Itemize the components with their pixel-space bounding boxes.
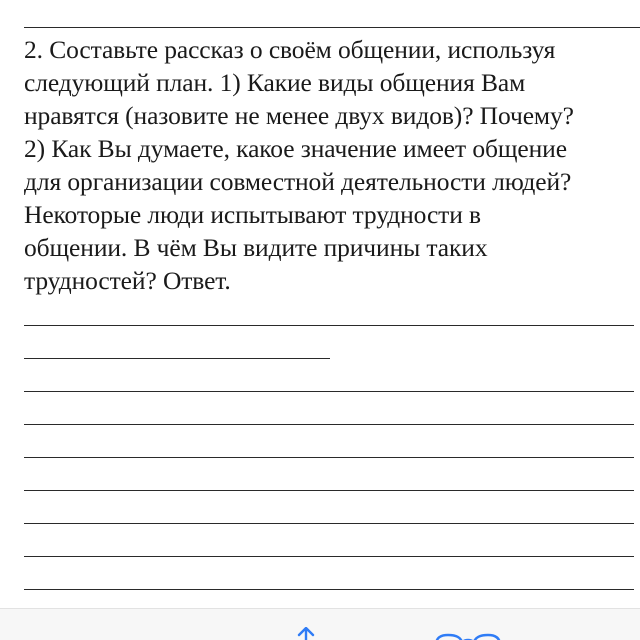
share-icon[interactable] [288,627,324,640]
question-line: 2) Как Вы думаете, какое значение имеет общение [24,134,567,163]
question-line: следующий план. 1) Какие виды общения Вам [24,68,526,97]
answer-line [24,490,634,491]
answer-line [24,325,634,326]
answer-line [24,457,634,458]
bottom-toolbar [0,608,640,640]
answer-line [24,424,634,425]
question-line: Некоторые люди испытывают трудности в [24,200,481,229]
answer-line [24,589,634,590]
question-line: 2. Составьте рассказ о своём общении, используя [24,35,556,64]
question-line: общении. В чём Вы видите причины таких [24,233,488,262]
answer-line-short [24,358,330,359]
question-line: для организации совместной деятельности людей? [24,167,572,196]
answer-line [24,556,634,557]
question-line: нравятся (назовите не менее двух видов)? Почему? [24,101,574,130]
answer-line [24,523,634,524]
question-line: трудностей? Ответ. [24,266,231,295]
reader-glasses-icon[interactable] [432,633,504,640]
top-divider-line [24,27,640,28]
question-text [24,33,636,297]
answer-line [24,391,634,392]
